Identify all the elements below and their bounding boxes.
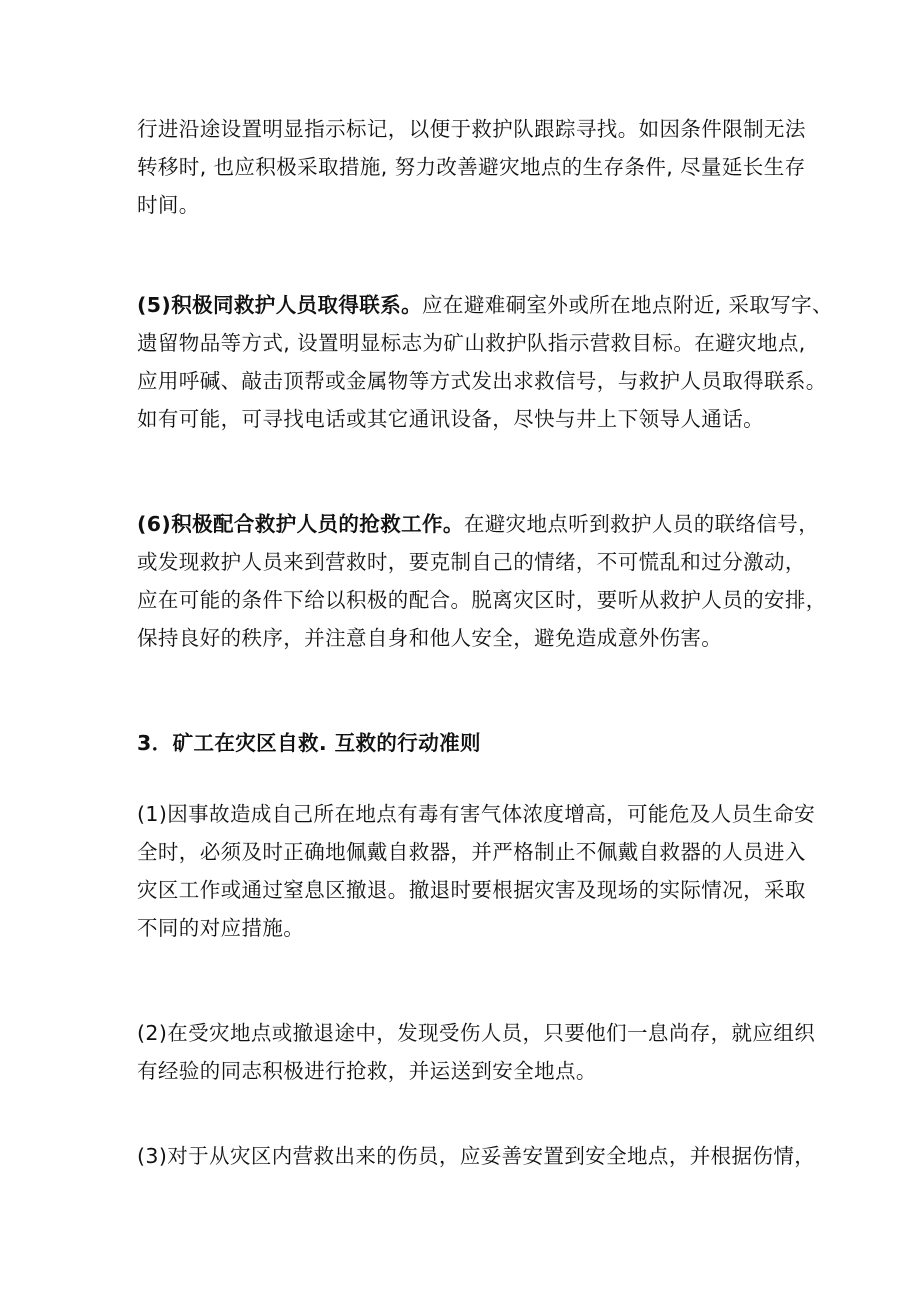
text-line: [137, 505, 820, 543]
text-line: 有经验的同志积极进行抢救，并运送到安全地点。: [137, 1059, 597, 1083]
text-line: 保持良好的秩序，并注意自身和他人安全，避免造成意外伤害。: [137, 626, 723, 650]
text-line: 时间。: [137, 193, 200, 217]
item-5-lead: (5)积极同救护人员取得联系。: [137, 293, 423, 317]
item-6-lead: (6)积极配合救护人员的抢救工作。: [137, 512, 464, 536]
section-heading: 3．矿工在灾区自救. 互救的行动准则: [137, 731, 481, 755]
text-line: 转移时, 也应积极采取措施, 努力改善避灾地点的生存条件, 尽量延长生存: [137, 155, 806, 179]
text-line: 如有可能，可寻找电话或其它通讯设备，尽快与井上下领导人通话。: [137, 407, 764, 431]
paragraph-rule-1: [137, 795, 816, 947]
text-line: 遗留物品等方式, 设置明显标志为矿山救护队指示营救目标。在避灾地点,: [137, 331, 806, 355]
paragraph-item-5: [137, 286, 833, 438]
paragraph-evacuation-marking: [137, 110, 806, 224]
paragraph-rule-3: [137, 1137, 816, 1175]
text-line: 不同的对应措施。: [137, 916, 305, 940]
text-line: 或发现救护人员来到营救时，要克制自己的情绪，不可慌乱和过分激动，: [137, 550, 806, 574]
text-line: (2)在受灾地点或撤退途中，发现受伤人员，只要他们一息尚存，就应组织: [137, 1021, 816, 1045]
text-line: 灾区工作或通过窒息区撤退。撤退时要根据灾害及现场的实际情况，采取: [137, 878, 806, 902]
text-line: 全时，必须及时正确地佩戴自救器，并严格制止不佩戴自救器的人员进入: [137, 840, 806, 864]
section-heading-3: [137, 724, 797, 762]
text-line: (3)对于从灾区内营救出来的伤员，应妥善安置到安全地点，并根据伤情，: [137, 1144, 816, 1168]
text-line: [137, 286, 833, 324]
text-line: 应在可能的条件下给以积极的配合。脱离灾区时，要听从救护人员的安排，: [137, 588, 827, 612]
text-line: 行进沿途设置明显指示标记，以便于救护队跟踪寻找。如因条件限制无法: [137, 117, 806, 141]
item-5-text: 应在避难硐室外或所在地点附近, 采取写字、: [422, 293, 833, 317]
paragraph-item-6: [137, 505, 827, 657]
text-line: 应用呼碱、敲击顶帮或金属物等方式发出求救信号，与救护人员取得联系。: [137, 369, 827, 393]
item-6-text: 在避灾地点听到救护人员的联络信号，: [463, 512, 820, 536]
text-line: (1)因事故造成自己所在地点有毒有害气体浓度增高，可能危及人员生命安: [137, 802, 816, 826]
paragraph-rule-2: [137, 1014, 816, 1090]
